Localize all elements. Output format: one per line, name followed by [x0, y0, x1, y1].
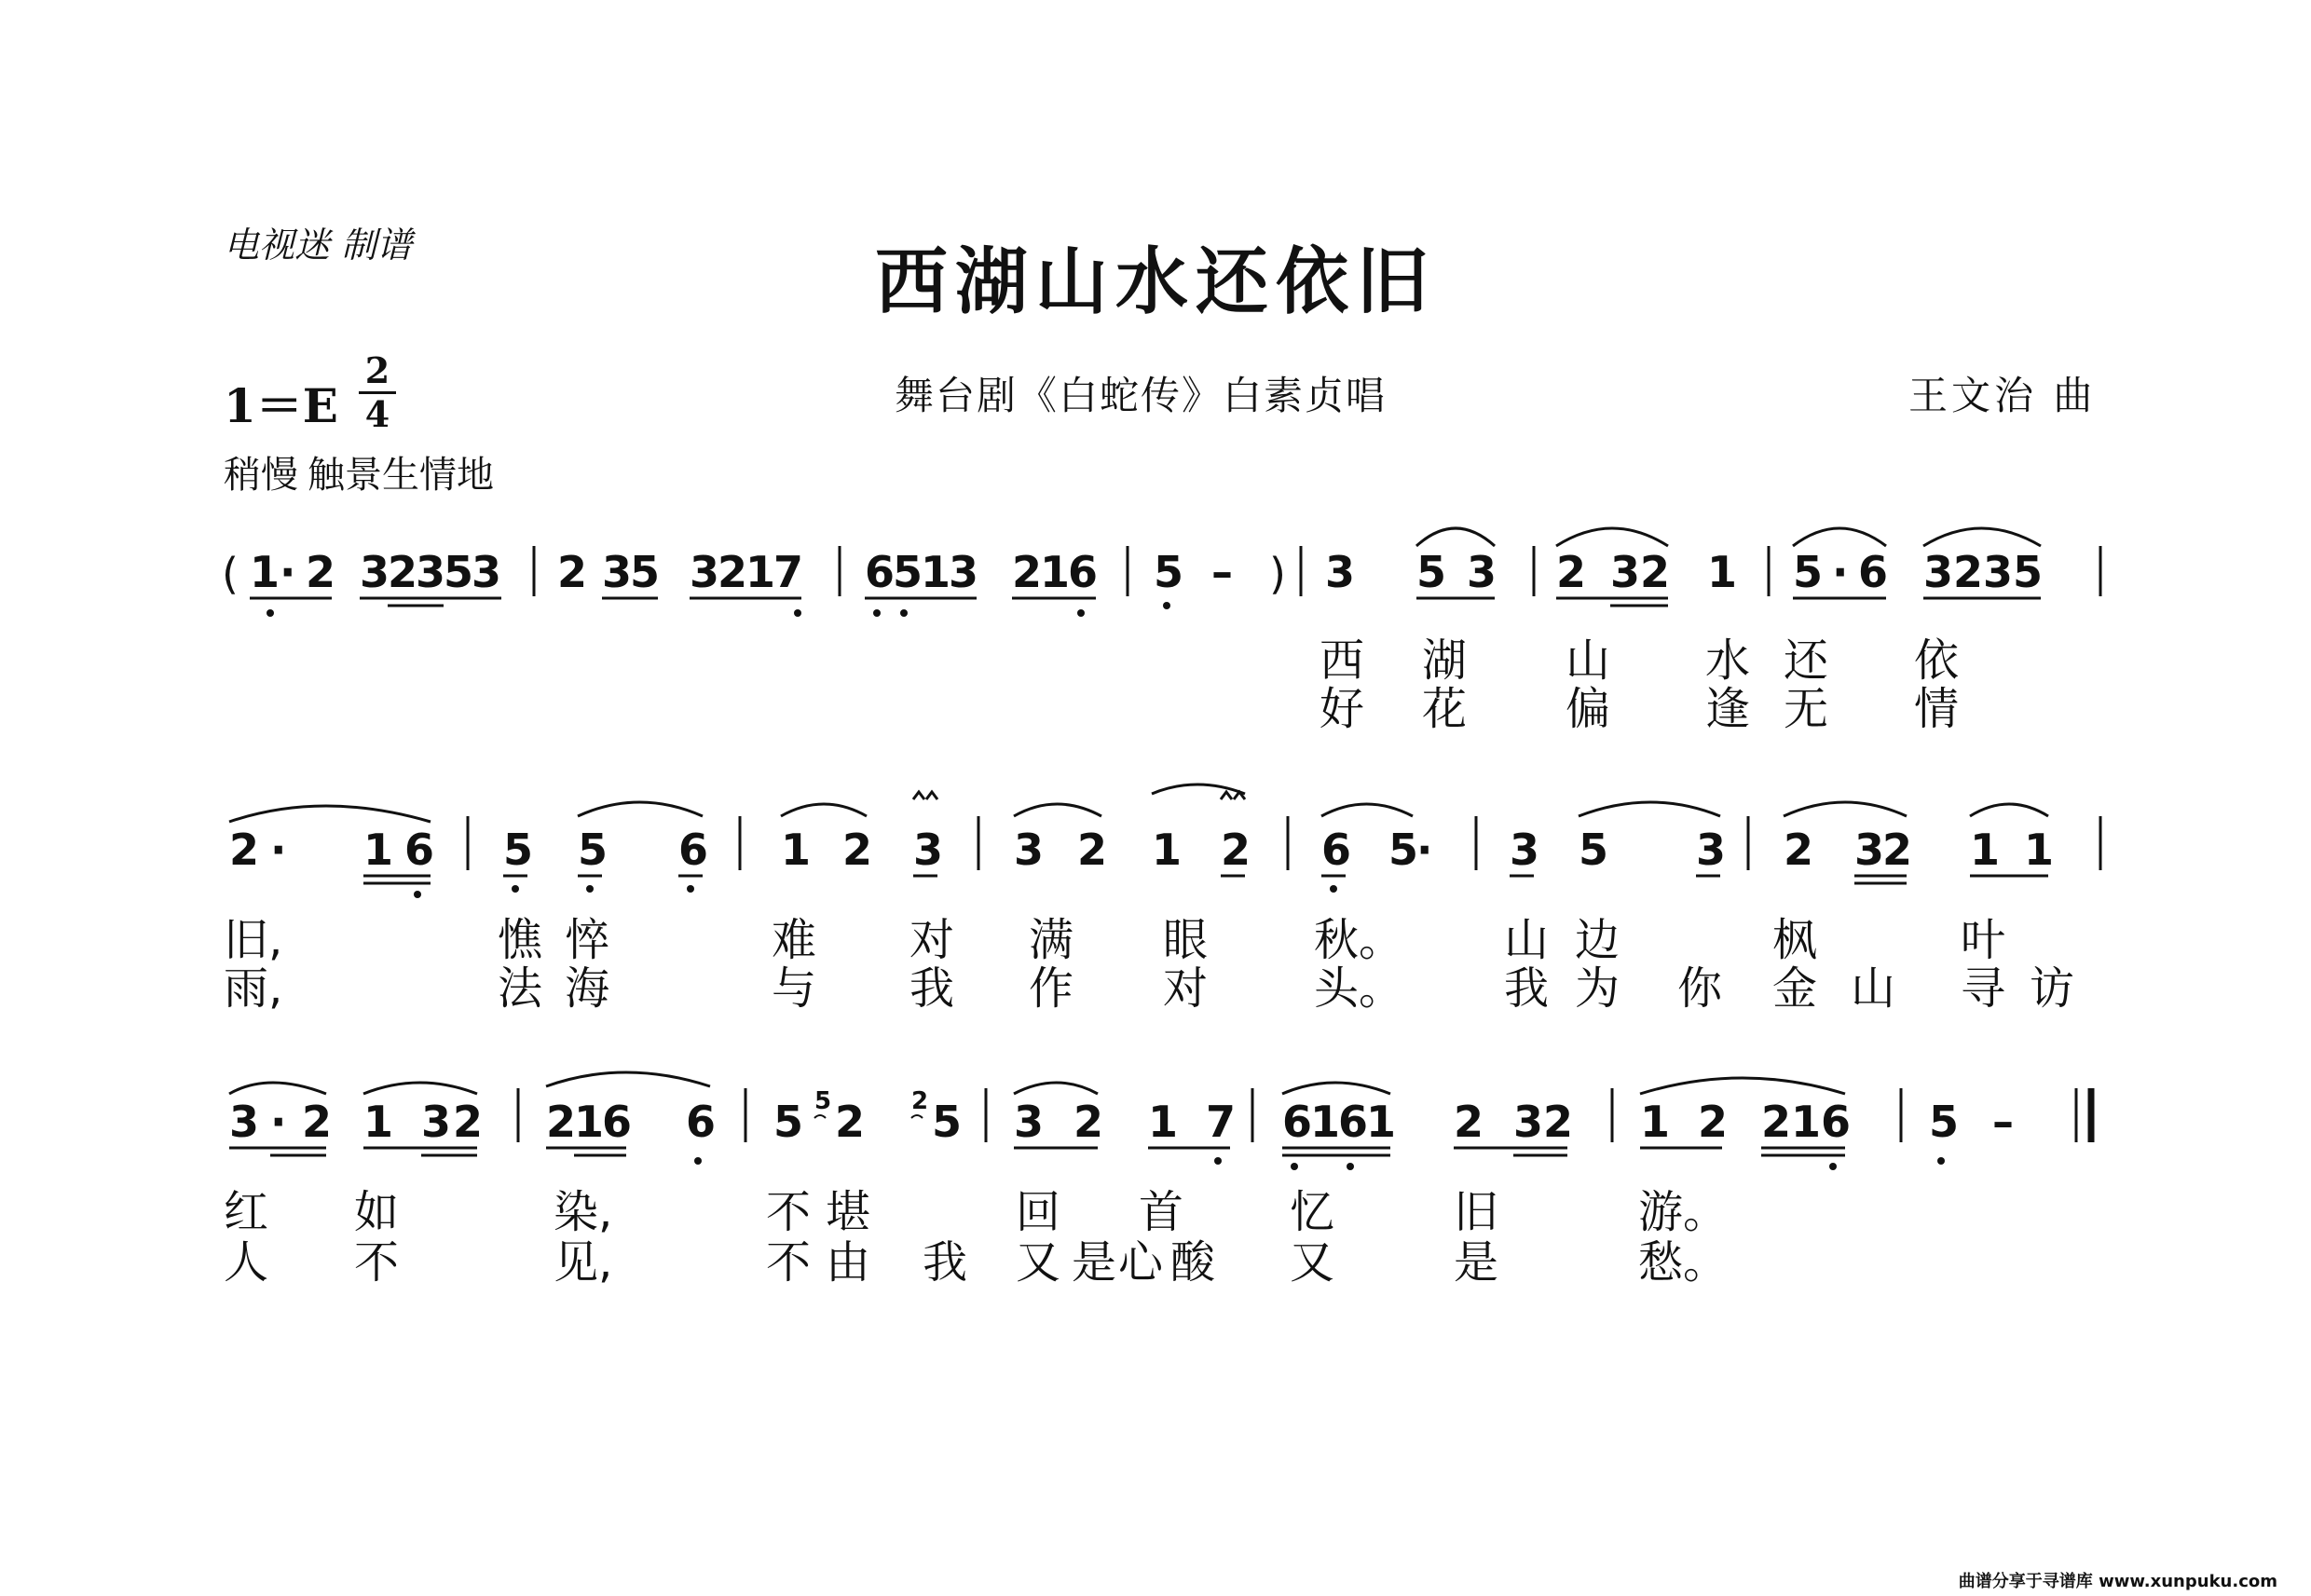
svg-text:2: 2	[306, 547, 336, 597]
lyric-char: 眼	[1163, 914, 1209, 966]
lyric-char: 我	[1504, 962, 1550, 1015]
time-signature-top: 2	[364, 349, 390, 391]
svg-text:6: 6	[1282, 1097, 1313, 1147]
svg-text:5: 5	[503, 825, 534, 875]
svg-text:2: 2	[453, 1097, 484, 1147]
lyric-char: 首	[1139, 1186, 1184, 1238]
svg-text:5: 5	[444, 547, 474, 597]
lyric-char: 染,	[554, 1186, 613, 1238]
lyric-char: 难	[772, 914, 817, 966]
svg-text:5: 5	[1416, 547, 1447, 597]
lyric-char: 山	[1566, 634, 1611, 687]
lyric-char: 我	[909, 962, 955, 1015]
lyric-char: 忆	[1290, 1186, 1335, 1238]
lyric-char: 不	[766, 1236, 812, 1289]
svg-text:5: 5	[893, 547, 923, 597]
svg-text:3: 3	[1510, 825, 1540, 875]
lyric-char: 酸	[1170, 1236, 1216, 1289]
tempo-expression: 触景生情地	[308, 454, 494, 497]
lyric-char: 满	[1029, 914, 1074, 966]
svg-text:2: 2	[557, 547, 588, 597]
svg-text:1: 1	[1970, 825, 2001, 875]
lyric-char: 访	[2030, 962, 2075, 1015]
svg-text:5: 5	[1929, 1097, 1960, 1147]
svg-text:5: 5	[773, 1097, 804, 1147]
lyric-char: 心	[1118, 1236, 1164, 1289]
svg-text:(: (	[222, 549, 239, 599]
svg-text:1: 1	[1040, 547, 1071, 597]
lyric-char: 无	[1784, 683, 1829, 735]
lyric-char: 金	[1772, 962, 1818, 1015]
svg-text:2: 2	[1221, 825, 1251, 875]
svg-text:1: 1	[1310, 1097, 1341, 1147]
lyric-char: 不	[354, 1236, 400, 1289]
lyric-char: 是	[1454, 1236, 1499, 1289]
lyric-char: 法	[498, 962, 543, 1015]
svg-text:6: 6	[1858, 547, 1889, 597]
source-credit: 舞台剧《白蛇传》白素贞唱	[895, 373, 1388, 418]
lyric-char: 回	[1016, 1186, 1061, 1238]
svg-text:3: 3	[421, 1097, 452, 1147]
svg-text:2: 2	[1640, 547, 1671, 597]
lyric-char: 西	[1320, 634, 1365, 687]
svg-text:2: 2	[388, 547, 418, 597]
lyric-char: 偏	[1566, 683, 1611, 735]
lyric-char: 堪	[826, 1186, 871, 1238]
lyric-char: 旧,	[224, 914, 283, 966]
lyric-char: 是	[1072, 1236, 1117, 1289]
svg-text:·: ·	[270, 1097, 287, 1147]
lyric-char: 对	[909, 914, 955, 966]
lyric-char: 情	[1914, 683, 1960, 735]
svg-text:3: 3	[1983, 547, 2014, 597]
svg-text:6: 6	[1338, 1097, 1369, 1147]
svg-text:2: 2	[302, 1097, 333, 1147]
score-maker: 电视迷 制谱	[224, 225, 413, 266]
svg-text:2: 2	[1882, 825, 1913, 875]
svg-text:3: 3	[690, 547, 720, 597]
svg-text:3: 3	[602, 547, 633, 597]
svg-text:2: 2	[911, 1087, 929, 1115]
svg-text:3: 3	[1854, 825, 1885, 875]
svg-text:3: 3	[416, 547, 446, 597]
svg-text:2: 2	[229, 825, 260, 875]
lyric-char: 还	[1784, 634, 1829, 687]
svg-text:1: 1	[574, 1097, 605, 1147]
lyric-char: 边	[1575, 914, 1620, 966]
svg-text:): )	[1269, 549, 1286, 599]
song-title: 西湖山水还依旧	[874, 239, 1436, 324]
lyric-char: 红	[224, 1186, 269, 1238]
svg-text:2: 2	[1698, 1097, 1729, 1147]
lyric-char: 我	[923, 1236, 968, 1289]
svg-text:5: 5	[814, 1087, 832, 1115]
svg-text:1: 1	[921, 547, 951, 597]
svg-text:3: 3	[1923, 547, 1954, 597]
lyric-char: 花	[1422, 683, 1468, 735]
svg-text:6: 6	[1821, 1097, 1852, 1147]
lyric-char: 为	[1575, 962, 1620, 1015]
svg-text:1: 1	[1152, 825, 1183, 875]
svg-text:3: 3	[1325, 547, 1356, 597]
svg-text:1: 1	[745, 547, 776, 597]
lyric-char: 如	[354, 1186, 400, 1238]
lyric-char: 旧	[1454, 1186, 1499, 1238]
lyric-char: 悴	[565, 914, 610, 966]
svg-text:1: 1	[1707, 547, 1738, 597]
svg-text:–: –	[1992, 1097, 2014, 1147]
lyric-char: 游。	[1638, 1186, 1729, 1238]
svg-text:1: 1	[2024, 825, 2055, 875]
svg-text:6: 6	[678, 825, 709, 875]
svg-text:·: ·	[280, 547, 296, 597]
svg-text:5: 5	[1793, 547, 1824, 597]
lyric-char: 憔	[498, 914, 543, 966]
svg-text:2: 2	[718, 547, 748, 597]
svg-text:1: 1	[1640, 1097, 1671, 1147]
svg-text:3: 3	[913, 825, 944, 875]
lyric-char: 湖	[1422, 634, 1468, 687]
lyric-char: 山	[1504, 914, 1550, 966]
lyric-char: 不	[766, 1186, 812, 1238]
svg-text:5: 5	[578, 825, 609, 875]
key-signature: 1＝E	[224, 378, 338, 433]
svg-text:1: 1	[1366, 1097, 1397, 1147]
svg-text:·: ·	[1416, 825, 1433, 875]
svg-text:3: 3	[1014, 825, 1045, 875]
svg-text:2: 2	[1784, 825, 1814, 875]
svg-text:6: 6	[1321, 825, 1352, 875]
lyric-char: 海	[565, 962, 610, 1015]
lyric-char: 雨,	[224, 962, 283, 1015]
lyric-char: 又	[1290, 1236, 1335, 1289]
svg-text:1: 1	[363, 1097, 394, 1147]
svg-text:2: 2	[1012, 547, 1043, 597]
svg-text:6: 6	[602, 1097, 633, 1147]
notation-row-2	[229, 825, 2054, 875]
svg-text:1: 1	[250, 547, 280, 597]
svg-text:2: 2	[842, 825, 873, 875]
svg-text:6: 6	[1068, 547, 1099, 597]
svg-text:3: 3	[1513, 1097, 1544, 1147]
svg-text:2: 2	[1073, 1097, 1104, 1147]
svg-text:3: 3	[1696, 825, 1727, 875]
time-signature-bottom: 4	[364, 393, 390, 435]
svg-text:2: 2	[1543, 1097, 1574, 1147]
lyric-char: 水	[1705, 634, 1751, 687]
svg-text:5: 5	[2013, 547, 2044, 597]
svg-text:·: ·	[270, 825, 287, 875]
svg-text:5: 5	[1388, 825, 1419, 875]
svg-text:3: 3	[1014, 1097, 1045, 1147]
svg-text:2: 2	[1953, 547, 1984, 597]
svg-text:·: ·	[1832, 547, 1849, 597]
lyric-char: 作	[1029, 962, 1074, 1015]
lyric-char: 你	[1677, 962, 1723, 1015]
lyric-char: 枫	[1772, 914, 1818, 966]
svg-text:6: 6	[686, 1097, 717, 1147]
svg-text:3: 3	[1610, 547, 1641, 597]
lyric-char: 又	[1016, 1236, 1061, 1289]
svg-text:2: 2	[546, 1097, 577, 1147]
lyric-char: 山	[1851, 962, 1896, 1015]
svg-text:3: 3	[949, 547, 979, 597]
lyric-char: 头。	[1314, 962, 1404, 1015]
svg-text:5: 5	[1579, 825, 1609, 875]
svg-text:5: 5	[932, 1097, 963, 1147]
svg-text:6: 6	[865, 547, 896, 597]
svg-text:3: 3	[472, 547, 502, 597]
site-footer: 曲谱分享于寻谱库 www.xunpuku.com	[1958, 1572, 2277, 1591]
tempo-speed: 稍慢	[224, 454, 298, 497]
svg-text:1: 1	[363, 825, 394, 875]
svg-text:2: 2	[1761, 1097, 1792, 1147]
svg-text:3: 3	[229, 1097, 260, 1147]
svg-text:5: 5	[1154, 547, 1184, 597]
svg-text:3: 3	[360, 547, 390, 597]
svg-text:3: 3	[1467, 547, 1497, 597]
lyric-char: 对	[1163, 962, 1209, 1015]
notation-row-3	[229, 1087, 2014, 1147]
lyric-char: 逢	[1705, 683, 1751, 735]
svg-text:7: 7	[1206, 1097, 1237, 1147]
svg-text:–: –	[1211, 547, 1233, 597]
svg-text:2: 2	[1556, 547, 1587, 597]
svg-text:1: 1	[781, 825, 812, 875]
lyric-char: 依	[1914, 634, 1960, 687]
lyric-char: 与	[772, 962, 817, 1015]
lyric-char: 秋。	[1314, 914, 1404, 966]
lyric-char: 好	[1320, 683, 1365, 735]
svg-text:2: 2	[1077, 825, 1108, 875]
composer-credit: 王文治 曲	[1908, 373, 2097, 418]
lyric-char: 愁。	[1638, 1236, 1729, 1289]
svg-text:1: 1	[1148, 1097, 1179, 1147]
lyric-char: 寻	[1961, 962, 2006, 1015]
lyric-char: 人	[224, 1236, 269, 1289]
svg-text:6: 6	[404, 825, 435, 875]
lyric-char: 由	[826, 1236, 871, 1289]
svg-text:7: 7	[773, 547, 804, 597]
svg-text:2: 2	[1454, 1097, 1484, 1147]
svg-text:1: 1	[1791, 1097, 1822, 1147]
svg-text:2: 2	[835, 1097, 866, 1147]
lyric-char: 见,	[554, 1236, 613, 1289]
lyric-char: 叶	[1961, 914, 2006, 966]
svg-text:5: 5	[630, 547, 661, 597]
